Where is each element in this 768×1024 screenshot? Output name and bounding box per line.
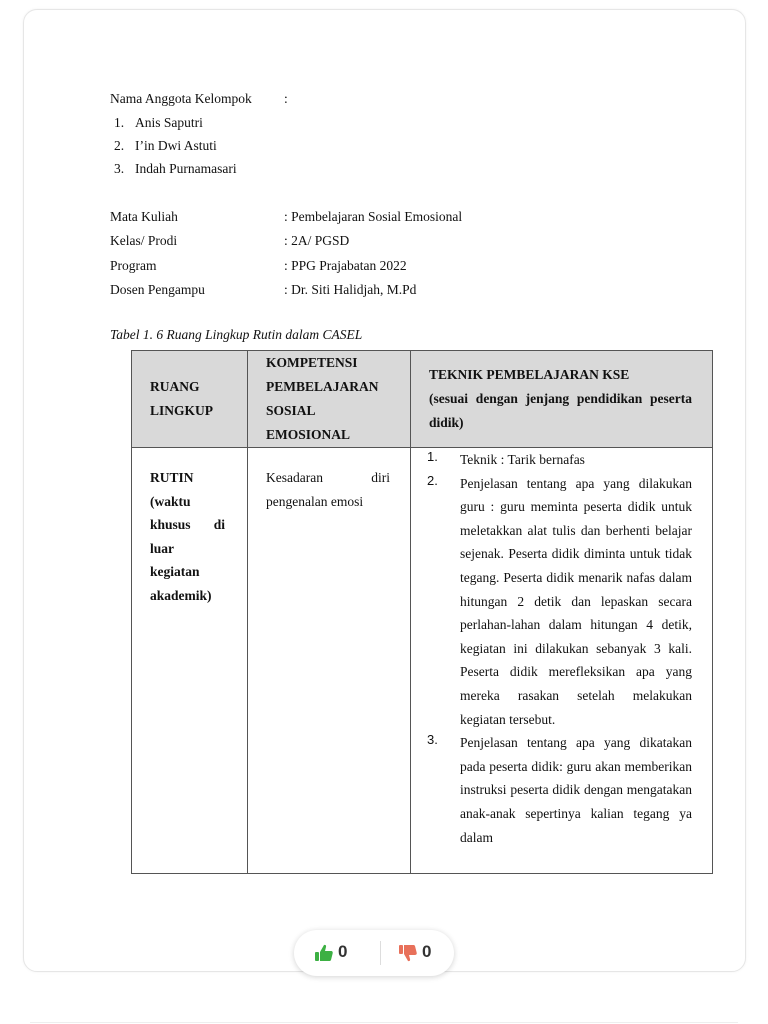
- list-text: Penjelasan tentang apa yang dilakukan guru : guru meminta peserta didik untuk meletakkan alat tulis dan berhenti belajar sejenak. Peserta didik diminta untuk tidak tegang. Peserta didik menarik nafas dalam hitungan 2 detik dan lepaskan secara perlahan-lahan dalam hitungan 4 detik, kegiatan ini dilakukan sebanyak 3 kali. Peserta didik merefleksikan apa yang mereka rasakan setelah melakukan kegiatan tersebut.: [460, 475, 692, 727]
- ruang-lingkup-text: RUTIN (waktu khusus di luar kegiatan akademik): [150, 470, 225, 603]
- teknik-list: [411, 448, 712, 849]
- members-label: Nama Anggota Kelompok: [110, 91, 252, 106]
- casel-routine-table: [131, 350, 713, 874]
- member-name: I’in Dwi Astuti: [135, 138, 217, 153]
- table-caption: Tabel 1. 6 Ruang Lingkup Rutin dalam CASEL: [110, 327, 363, 342]
- list-item: [411, 472, 712, 732]
- list-number: 3.: [427, 732, 438, 748]
- header-ruang-lingkup: RUANG LINGKUP: [150, 379, 214, 418]
- info-value: : Dr. Siti Halidjah, M.Pd: [284, 282, 417, 297]
- info-value: : PPG Prajabatan 2022: [284, 258, 407, 273]
- header-kompetensi: KOMPETENSI PEMBELAJARAN SOSIAL EMOSIONAL: [266, 355, 379, 442]
- cell-kompetensi: [248, 448, 411, 874]
- members-colon: :: [284, 91, 288, 106]
- member-number: 3.: [114, 161, 125, 176]
- info-label: Mata Kuliah: [110, 209, 178, 224]
- info-label: Program: [110, 258, 157, 273]
- list-number: 1.: [427, 449, 438, 464]
- dislike-count: 0: [422, 942, 432, 961]
- vote-divider: [380, 941, 381, 965]
- list-text: Penjelasan tentang apa yang dikatakan pada peserta didik: guru akan memberikan instruksi peserta didik dengan mengatakan anak-anak sepertinya kalian tegang ya dalam: [460, 735, 692, 845]
- thumbs-down-icon: [398, 943, 418, 963]
- member-number: 2.: [114, 138, 125, 153]
- header-teknik-title: TEKNIK PEMBELAJARAN KSE: [429, 367, 630, 382]
- like-button[interactable]: [314, 943, 334, 968]
- info-label: Dosen Pengampu: [110, 282, 205, 297]
- header-cell-ruang-lingkup: [132, 351, 248, 448]
- header-teknik-subtitle: (sesuai dengan jenjang pendidikan peserta didik): [429, 391, 692, 430]
- info-value: : Pembelajaran Sosial Emosional: [284, 209, 463, 224]
- info-label: Kelas/ Prodi: [110, 233, 178, 248]
- cell-teknik: [411, 448, 713, 874]
- list-item: [411, 731, 712, 849]
- table-row: [132, 448, 713, 874]
- dislike-button[interactable]: [398, 943, 418, 968]
- list-number: 2.: [427, 472, 438, 488]
- list-item: [411, 448, 712, 472]
- header-cell-teknik: [411, 351, 713, 448]
- thumbs-up-icon: [314, 943, 334, 963]
- member-name: Anis Saputri: [135, 115, 203, 130]
- like-count: 0: [338, 942, 348, 961]
- member-number: 1.: [114, 115, 125, 130]
- table-header-row: [132, 351, 713, 448]
- cell-ruang-lingkup: [132, 448, 248, 874]
- member-name: Indah Purnamasari: [135, 161, 237, 176]
- vote-bar: [294, 930, 454, 976]
- divider: [30, 1022, 738, 1023]
- info-value: : 2A/ PGSD: [284, 233, 350, 248]
- list-text: Teknik : Tarik bernafas: [460, 452, 585, 467]
- header-cell-kompetensi: [248, 351, 411, 448]
- kompetensi-text: Kesadaran diri pengenalan emosi: [266, 470, 390, 509]
